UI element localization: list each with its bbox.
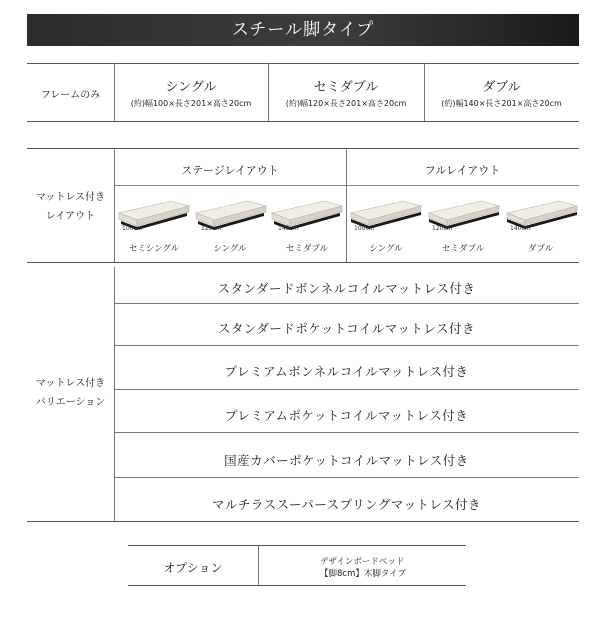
variation-item: プレミアムポケットコイルマットレス付き [224,408,469,423]
stage-width-semidouble: 140cm [278,225,299,232]
divider [114,345,579,346]
full-width-semidouble: 120cm [432,225,453,232]
stage-layout-title: ステージレイアウト [181,164,279,177]
variation-item: スタンダードポケットコイルマットレス付き [217,321,476,336]
divider [27,63,579,64]
layout-label-line1: マットレス付き [35,192,106,203]
full-layout-title: フルレイアウト [424,164,501,177]
variation-item: 国産カバーポケットコイルマットレス付き [224,453,469,468]
variation-label-line2: バリエーション [35,397,106,408]
size-detail-single: (約)幅100×長さ201×高さ20cm [130,99,252,108]
size-name-semidouble: セミダブル [313,80,379,95]
divider [258,545,259,585]
divider [114,432,579,433]
option-line2: 【脚8cm】木脚タイプ [320,569,406,579]
divider [114,477,579,478]
stage-width-single: 120cm [201,225,222,232]
frame-only-label: フレームのみ [40,90,101,101]
variation-label-line1: マットレス付き [35,378,106,389]
size-name-single: シングル [165,80,217,95]
variation-item: スタンダードボンネルコイルマットレス付き [217,281,476,296]
full-width-single: 100cm [354,225,375,232]
size-name-double: ダブル [482,80,521,95]
divider [114,267,115,521]
divider [128,585,466,586]
full-name-double: ダブル [527,244,554,254]
divider [114,303,579,304]
variation-item: プレミアムボンネルコイルマットレス付き [224,364,469,379]
divider [27,148,579,149]
title-banner [27,14,579,46]
stage-name-semisingle: セミシングル [128,244,180,254]
option-label: オプション [163,561,223,575]
variation-item: マルチラススーパースプリングマットレス付き [211,497,482,512]
full-name-semidouble: セミダブル [441,244,485,254]
page-title: スチール脚タイプ [231,20,375,40]
stage-width-semisingle: 100cm [122,225,143,232]
layout-label-line2: レイアウト [45,211,96,222]
divider [128,545,466,546]
option-line1: デザインボードベッド [320,557,405,567]
size-detail-semidouble: (約)幅120×長さ201×高さ20cm [285,99,407,108]
divider [114,389,579,390]
divider [27,121,579,122]
size-detail-double: (約)幅140×長さ201×高さ20cm [441,99,562,108]
divider [27,262,579,263]
stage-name-semidouble: セミダブル [285,244,329,254]
full-width-double: 140cm [510,225,531,232]
divider [27,521,579,522]
full-name-single: シングル [369,244,403,254]
stage-name-single: シングル [213,244,247,254]
